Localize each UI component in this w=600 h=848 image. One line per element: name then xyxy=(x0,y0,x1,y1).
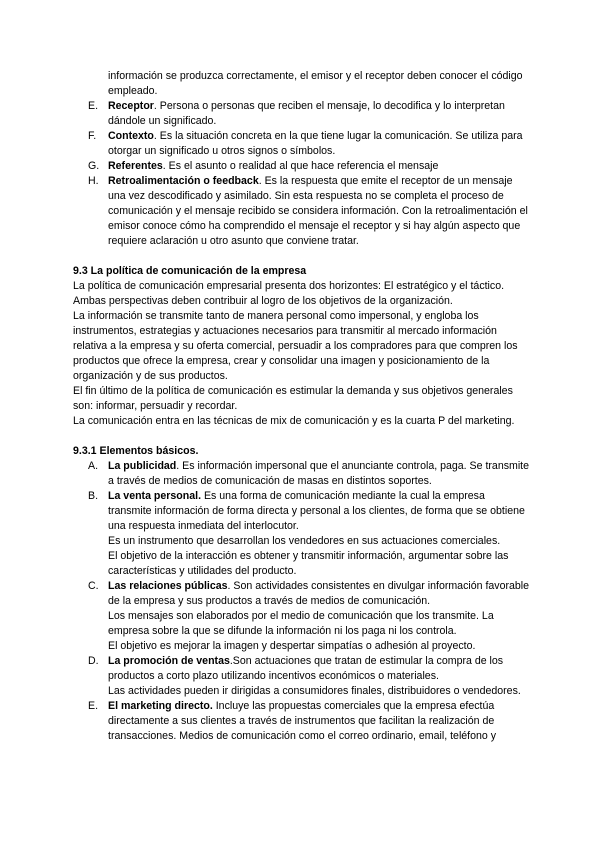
item-marker: E. xyxy=(88,700,99,712)
section-heading-9-3: 9.3 La política de comunicación de la empresa xyxy=(73,265,307,277)
item-marker: E. xyxy=(88,100,99,112)
item-term: La publicidad xyxy=(108,460,177,472)
basic-elements-list xyxy=(73,459,531,744)
item-text: Es una forma de comunicación mediante la cual la empresa transmite información de forma directa y personal a los clientes, de forma que se obtiene una respuesta inmediata del interlocutor. xyxy=(108,490,525,532)
item-text: . Son actividades consistentes en divulgar información favorable de la empresa y sus productos a través de medios de comunicación. xyxy=(108,580,530,607)
item-text: . Es la respuesta que emite el receptor de un mensaje una vez descodificado y asimilado. Sin esta respuesta no se completa el proceso de comunicación y el mensaje recibido se considera información. Con la retroalimentación el emisor conoce cómo ha comprendido el mensaje el receptor y si hay algún aspecto que requiere aclaración u otro asunto que conviene tratar. xyxy=(108,175,528,247)
item-marker: A. xyxy=(88,460,99,472)
item-marker: H. xyxy=(88,175,99,187)
item-marker: G. xyxy=(88,160,100,172)
item-marker: B. xyxy=(88,490,99,502)
item-text: . Persona o personas que reciben el mensaje, lo decodifica y lo interpretan dándole un significado. xyxy=(108,100,505,127)
list-item-feedback xyxy=(73,174,531,249)
item-text: . Es la situación concreta en la que tiene lugar la comunicación. Se utiliza para otorgar un significado u otros signos o símbolos. xyxy=(108,130,523,157)
item-extra-line: El objetivo es mejorar la imagen y despertar simpatías o adhesión al proyecto. xyxy=(108,640,476,652)
item-extra-line: Los mensajes son elaborados por el medio de comunicación que los transmite. La empresa sobre la que se difunde la información ni los paga ni los controla. xyxy=(108,610,494,637)
item-marker: D. xyxy=(88,655,99,667)
list-item-relaciones-publicas xyxy=(73,579,531,654)
item-term: Las relaciones públicas xyxy=(108,580,228,592)
list-item-referentes xyxy=(73,159,531,174)
paragraph: La comunicación entra en las técnicas de mix de comunicación y es la cuarta P del marketing. xyxy=(73,415,515,427)
item-term: La venta personal. xyxy=(108,490,202,502)
item-marker: C. xyxy=(88,580,99,592)
comm-elements-list xyxy=(73,69,531,249)
list-item-venta-personal xyxy=(73,489,531,579)
item-term: Referentes xyxy=(108,160,163,172)
list-item-contexto xyxy=(73,129,531,159)
list-item-publicidad xyxy=(73,459,531,489)
item-term: Receptor xyxy=(108,100,154,112)
item-extra-line: El objetivo de la interacción es obtener y transmitir información, argumentar sobre las características y utilidades del producto. xyxy=(108,550,509,577)
list-item-receptor xyxy=(73,99,531,129)
item-text: Incluye las propuestas comerciales que la empresa efectúa directamente a sus clientes a través de instrumentos que facilitan la realización de transacciones. Medios de comunicación como el correo ordinario, email, teléfono y xyxy=(108,700,497,742)
paragraph: El fin último de la política de comunicación es estimular la demanda y sus objetivos generales son: informar, persuadir y recordar. xyxy=(73,385,513,412)
list-item-marketing-directo xyxy=(73,699,531,744)
list-item-promocion-ventas xyxy=(73,654,531,699)
item-term: El marketing directo. xyxy=(108,700,213,712)
list-continuation: información se produzca correctamente, el emisor y el receptor deben conocer el código empleado. xyxy=(108,70,523,97)
item-marker: F. xyxy=(88,130,97,142)
item-text: . Es información impersonal que el anunciante controla, paga. Se transmite a través de medios de comunicación de masas en distintos soportes. xyxy=(108,460,530,487)
section-heading-9-3-1: 9.3.1 Elementos básicos. xyxy=(73,445,199,457)
item-term: Contexto xyxy=(108,130,154,142)
item-text: . Es el asunto o realidad al que hace referencia el mensaje xyxy=(162,160,439,172)
paragraph: La información se transmite tanto de manera personal como impersonal, y engloba los instrumentos, estrategias y actuaciones necesarios para transmitir al mercado información relativa a la empresa y su oferta comercial, persuadir a los compradores para que compren los productos que ofrece la empresa, crear y consolidar una imagen y posicionamiento de la organización y de sus productos. xyxy=(73,310,518,382)
paragraph: La política de comunicación empresarial presenta dos horizontes: El estratégico y el táctico. Ambas perspectivas deben contribuir al logro de los objetivos de la organización. xyxy=(73,280,505,307)
item-term: La promoción de ventas xyxy=(108,655,230,667)
item-term: Retroalimentación o feedback xyxy=(108,175,259,187)
item-extra-line: Las actividades pueden ir dirigidas a consumidores finales, distribuidores o vendedores. xyxy=(108,685,521,697)
document-page xyxy=(73,69,531,744)
item-extra-line: Es un instrumento que desarrollan los vendedores en sus actuaciones comerciales. xyxy=(108,535,501,547)
item-text: .Son actuaciones que tratan de estimular la compra de los productos a corto plazo utilizando incentivos económicos o materiales. xyxy=(108,655,504,682)
